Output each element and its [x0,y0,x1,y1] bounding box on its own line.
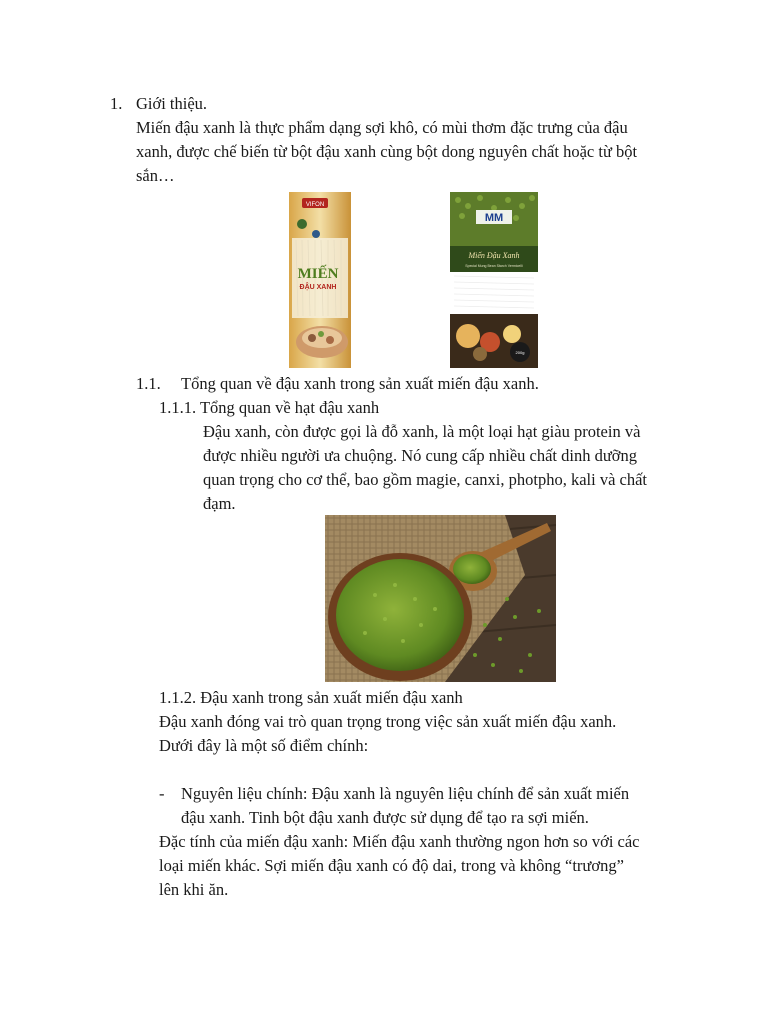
section-1-1-1-heading: 1.1.1. Tổng quan về hạt đậu xanh [159,398,380,417]
package-image-left [288,192,352,368]
trait-line-2: loại miến khác. Sợi miến đậu xanh có độ dai, trong và không “trương” [159,856,624,875]
bullet-line-2: đậu xanh. Tinh bột đậu xanh được sử dụng để tạo ra sợi miến. [181,808,589,827]
section-1-number: 1. [110,94,123,113]
package-right-weight: 200g [515,350,525,355]
section-1-1-2-heading: 1.1.2. Đậu xanh trong sản xuất miến đậu xanh [159,688,463,707]
role-line-1: Đậu xanh đóng vai trò quan trọng trong việc sản xuất miến đậu xanh. [159,712,617,731]
role-line-2: Dưới đây là một số điểm chính: [159,736,369,755]
trait-line-1: Đặc tính của miến đậu xanh: Miến đậu xanh thường ngon hơn so với các [159,832,640,851]
package-left-title: MIẾN [297,266,339,282]
package-image-right [450,192,538,368]
intro-line-2: xanh, được chế biến từ bột đậu xanh cùng bột dong nguyên chất hoặc từ bột [136,142,638,161]
mungbean-line-3: quan trọng cho cơ thể, bao gồm magie, canxi, photpho, kali và chất [203,470,648,489]
trait-line-3: lên khi ăn. [159,880,229,899]
mungbean-line-4: đạm. [203,494,236,513]
package-right-title: Miến Đậu Xanh [468,251,520,260]
package-left-subtitle: ĐẬU XANH [299,284,337,291]
mungbean-line-2: được nhiều người ưa chuộng. Nó cung cấp nhiều chất dinh dưỡng [203,446,638,465]
section-1-1-number: 1.1. [136,374,161,393]
bullet-marker: - [159,784,165,803]
mungbean-line-1: Đậu xanh, còn được gọi là đỗ xanh, là một loại hạt giàu protein và [203,422,641,441]
vifon-logo-text: VIFON [305,202,325,208]
mung-bean-bowl-image [325,515,556,682]
package-right-subtitle: Special Mung Bean Starch Vermicelli [465,264,523,268]
intro-line-1: Miến đậu xanh là thực phẩm dạng sợi khô, có mùi thơm đặc trưng của đậu [136,118,628,137]
intro-line-3: sắn… [136,166,175,185]
bullet-line-1: Nguyên liệu chính: Đậu xanh là nguyên liệu chính để sản xuất miến [181,784,630,803]
section-1-1-title: Tổng quan về đậu xanh trong sản xuất miến đậu xanh. [181,374,539,393]
mm-logo-text: MM [484,212,504,224]
section-1-title: Giới thiệu. [136,94,208,113]
